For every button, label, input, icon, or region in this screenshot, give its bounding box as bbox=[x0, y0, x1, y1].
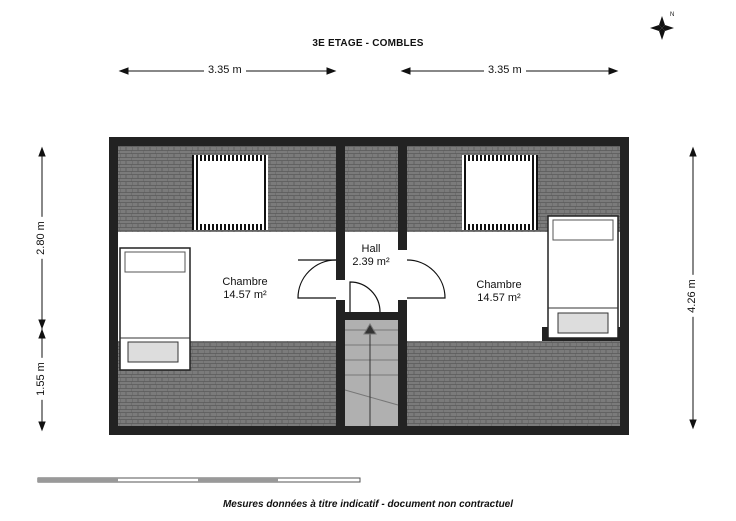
bed-left bbox=[120, 248, 190, 370]
stair-area bbox=[345, 320, 398, 426]
room-label-chambre-right bbox=[454, 279, 544, 305]
room-name: Chambre bbox=[476, 279, 522, 291]
disclaimer-footer: Mesures données à titre indicatif - document non contractuel bbox=[222, 499, 514, 510]
compass-icon bbox=[650, 12, 674, 40]
plan-title: 3E ETAGE - COMBLES bbox=[312, 38, 424, 49]
dimension-top-right: 3.35 m bbox=[484, 64, 526, 76]
room-label-hall bbox=[340, 243, 402, 269]
bed-right bbox=[548, 216, 618, 338]
svg-text:N: N bbox=[670, 12, 675, 18]
skylight-left bbox=[192, 155, 268, 230]
room-area: 14.57 m² bbox=[477, 292, 521, 304]
hall-wall-right bbox=[398, 146, 407, 250]
dimension-left-upper: 2.80 m bbox=[35, 217, 47, 259]
room-name: Hall bbox=[361, 243, 381, 255]
hall-wall-bottom bbox=[336, 312, 407, 320]
skylight-right bbox=[462, 155, 538, 230]
room-area: 14.57 m² bbox=[223, 289, 267, 301]
scale-bar bbox=[38, 478, 360, 482]
roof-slope-bottom-right bbox=[402, 341, 620, 426]
room-name: Chambre bbox=[222, 276, 268, 288]
dimension-left-lower: 1.55 m bbox=[35, 358, 47, 400]
dimension-top-left: 3.35 m bbox=[204, 64, 246, 76]
dimension-right: 4.26 m bbox=[686, 275, 698, 317]
room-label-chambre-left bbox=[200, 276, 290, 302]
room-area: 2.39 m² bbox=[352, 256, 390, 268]
